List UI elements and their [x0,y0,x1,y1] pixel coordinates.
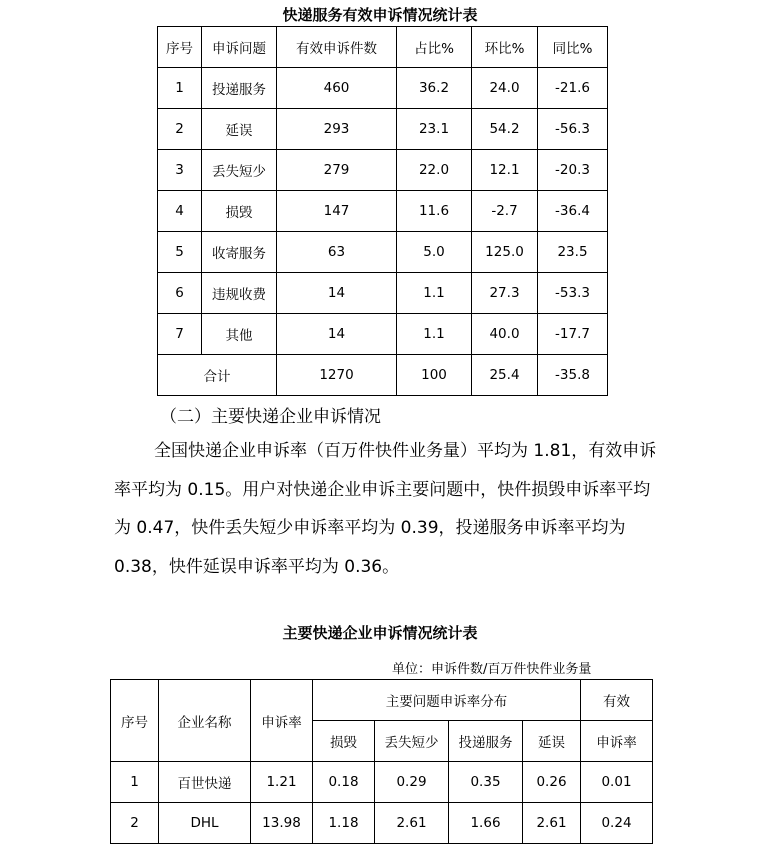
table-cell: 147 [277,191,397,232]
header-group: 主要问题申诉率分布 [313,680,581,721]
table-cell: 0.18 [313,762,375,803]
table-cell: 2 [111,803,159,844]
table-cell: 293 [277,109,397,150]
table-cell: 1.66 [449,803,523,844]
header-cell: 同比% [538,27,608,68]
header-sub: 投递服务 [449,721,523,762]
table-cell: 5.0 [397,232,472,273]
table-cell: 4 [158,191,202,232]
table-row [158,68,608,109]
table-cell: 24.0 [472,68,538,109]
table-row [111,803,653,844]
header-sub: 丢失短少 [375,721,449,762]
table-cell: 投递服务 [202,68,277,109]
table-row [158,109,608,150]
table-cell: 13.98 [251,803,313,844]
table-cell: 2.61 [523,803,581,844]
table-cell: -36.4 [538,191,608,232]
table-cell: 2 [158,109,202,150]
table-cell: -21.6 [538,68,608,109]
header-index: 序号 [111,680,159,762]
table-cell: 125.0 [472,232,538,273]
table-cell: 3 [158,150,202,191]
table-cell: -2.7 [472,191,538,232]
header-valid-bottom: 申诉率 [581,721,653,762]
header-cell: 占比% [397,27,472,68]
table-cell: 0.35 [449,762,523,803]
table-cell: DHL [159,803,251,844]
header-cell: 有效申诉件数 [277,27,397,68]
table-cell: 0.01 [581,762,653,803]
table-row [111,762,653,803]
table-cell: 其他 [202,314,277,355]
header-cell: 序号 [158,27,202,68]
table-cell: 40.0 [472,314,538,355]
table-row [158,232,608,273]
header-valid-top: 有效 [581,680,653,721]
table-row [158,273,608,314]
header-rate: 申诉率 [251,680,313,762]
section-heading: （二）主要快递企业申诉情况 [160,407,381,427]
table-cell: 0.26 [523,762,581,803]
table-cell: 54.2 [472,109,538,150]
table-cell: 1 [111,762,159,803]
header-sub: 损毁 [313,721,375,762]
table-cell: 1 [158,68,202,109]
table-cell: 2.61 [375,803,449,844]
table-cell: 1270 [277,355,397,396]
section-paragraph: 全国快递企业申诉率（百万件快件业务量）平均为 1.81，有效申诉率平均为 0.15。用户对快递企业申诉主要问题中，快件损毁申诉率平均为 0.47，快件丢失短少申诉率平均为 0.39，投递服务申诉率平均为 0.38，快件延误申诉率平均为 0.36。 [114,441,657,577]
table-total-row [158,355,608,396]
table-cell: 11.6 [397,191,472,232]
table-cell: 6 [158,273,202,314]
table-cell: -20.3 [538,150,608,191]
table-cell: 279 [277,150,397,191]
unit-note: 单位：申诉件数/百万件快件业务量 [392,662,592,677]
table-cell: -17.7 [538,314,608,355]
table-cell: 460 [277,68,397,109]
table-cell: 27.3 [472,273,538,314]
table-cell: 1.1 [397,273,472,314]
table-cell: 0.24 [581,803,653,844]
table-cell: 7 [158,314,202,355]
header-company: 企业名称 [159,680,251,762]
table-cell: 1.21 [251,762,313,803]
table-cell: 0.29 [375,762,449,803]
table-cell: 36.2 [397,68,472,109]
table-cell: 23.1 [397,109,472,150]
header-cell: 申诉问题 [202,27,277,68]
table-cell: 违规收费 [202,273,277,314]
table-cell: 22.0 [397,150,472,191]
table-row [158,314,608,355]
table-cell: -56.3 [538,109,608,150]
header-sub: 延误 [523,721,581,762]
table-row [158,150,608,191]
table-cell: 23.5 [538,232,608,273]
table-cell: 14 [277,314,397,355]
company-complaint-table [110,679,653,844]
table-row [158,191,608,232]
table-cell: 损毁 [202,191,277,232]
total-label: 合计 [158,355,277,396]
table1-title: 快递服务有效申诉情况统计表 [282,6,478,24]
table-cell: 丢失短少 [202,150,277,191]
table-cell: 12.1 [472,150,538,191]
table-cell: 延误 [202,109,277,150]
table-cell: 收寄服务 [202,232,277,273]
table-cell: 63 [277,232,397,273]
table-header-row [158,27,608,68]
table-cell: 100 [397,355,472,396]
table-cell: -35.8 [538,355,608,396]
complaint-stats-table [157,26,608,396]
table-cell: 1.18 [313,803,375,844]
table-cell: 14 [277,273,397,314]
table-cell: 25.4 [472,355,538,396]
table2-title: 主要快递企业申诉情况统计表 [282,624,478,642]
table-cell: -53.3 [538,273,608,314]
table-cell: 5 [158,232,202,273]
table-cell: 1.1 [397,314,472,355]
header-cell: 环比% [472,27,538,68]
table-header-row [111,680,653,721]
table-cell: 百世快递 [159,762,251,803]
